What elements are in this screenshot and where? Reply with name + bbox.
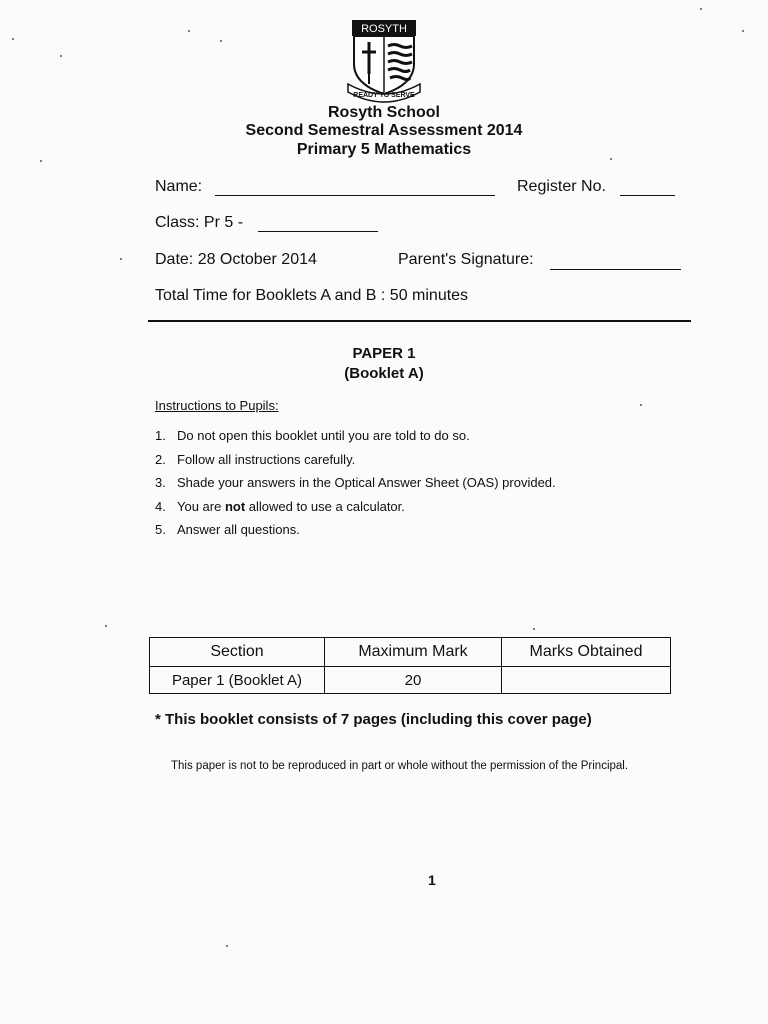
scan-speck (742, 30, 744, 32)
header-maximum-mark: Maximum Mark (325, 638, 502, 667)
header-section: Section (150, 638, 325, 667)
scan-speck (220, 40, 222, 42)
instruction-item: 1. Do not open this booklet until you are told to do so. (155, 428, 470, 443)
name-field[interactable] (215, 181, 495, 196)
register-label: Register No. (517, 178, 606, 195)
class-field[interactable] (258, 217, 378, 232)
scan-speck (610, 158, 612, 160)
crest-banner-text: ROSYTH (361, 23, 407, 35)
table-row (150, 667, 671, 694)
class-label: Class: Pr 5 - (155, 214, 244, 231)
subject-title: Primary 5 Mathematics (296, 141, 472, 158)
signature-label: Parent's Signature: (398, 251, 534, 268)
scan-speck (105, 625, 107, 627)
school-name: Rosyth School (327, 104, 440, 121)
scan-speck (120, 258, 122, 260)
instructions-list (155, 428, 556, 546)
name-label: Name: (155, 178, 203, 195)
scan-speck (60, 55, 62, 57)
table-header-row (150, 638, 671, 667)
instruction-item: 5. Answer all questions. (155, 522, 300, 537)
scan-speck (12, 38, 14, 40)
scan-speck (40, 160, 42, 162)
divider (148, 320, 691, 322)
page-number: 1 (428, 872, 436, 888)
date-label: Date: 28 October 2014 (155, 251, 317, 268)
booklet-title: (Booklet A) (344, 365, 424, 382)
scan-speck (640, 404, 642, 406)
crest-motto: READY TO SERVE (353, 92, 415, 99)
paper-title: PAPER 1 (352, 345, 416, 362)
cell-section: Paper 1 (Booklet A) (150, 667, 325, 694)
instruction-item: 4. You are not allowed to use a calculator. (155, 498, 405, 514)
signature-field[interactable] (550, 255, 681, 270)
scan-speck (700, 8, 702, 10)
cell-maximum-mark: 20 (325, 667, 502, 694)
instruction-item: 2. Follow all instructions carefully. (155, 451, 356, 467)
scan-speck (188, 30, 190, 32)
register-field[interactable] (620, 181, 675, 196)
cell-marks-obtained[interactable] (502, 667, 671, 694)
marks-table (149, 637, 671, 694)
reproduction-notice: This paper is not to be reproduced in part or whole without the permission of the Principal. (171, 760, 629, 772)
page-count-note: * This booklet consists of 7 pages (including this cover page) (155, 711, 592, 728)
header-marks-obtained: Marks Obtained (502, 638, 671, 667)
scan-speck (226, 945, 228, 947)
instructions-title: Instructions to Pupils: (155, 398, 279, 413)
total-time: Total Time for Booklets A and B : 50 minutes (155, 287, 469, 304)
instruction-item: 3. Shade your answers in the Optical Answer Sheet (OAS) provided. (155, 475, 556, 490)
scan-speck (533, 628, 535, 630)
school-crest-logo (344, 18, 424, 104)
assessment-title: Second Semestral Assessment 2014 (245, 122, 523, 139)
